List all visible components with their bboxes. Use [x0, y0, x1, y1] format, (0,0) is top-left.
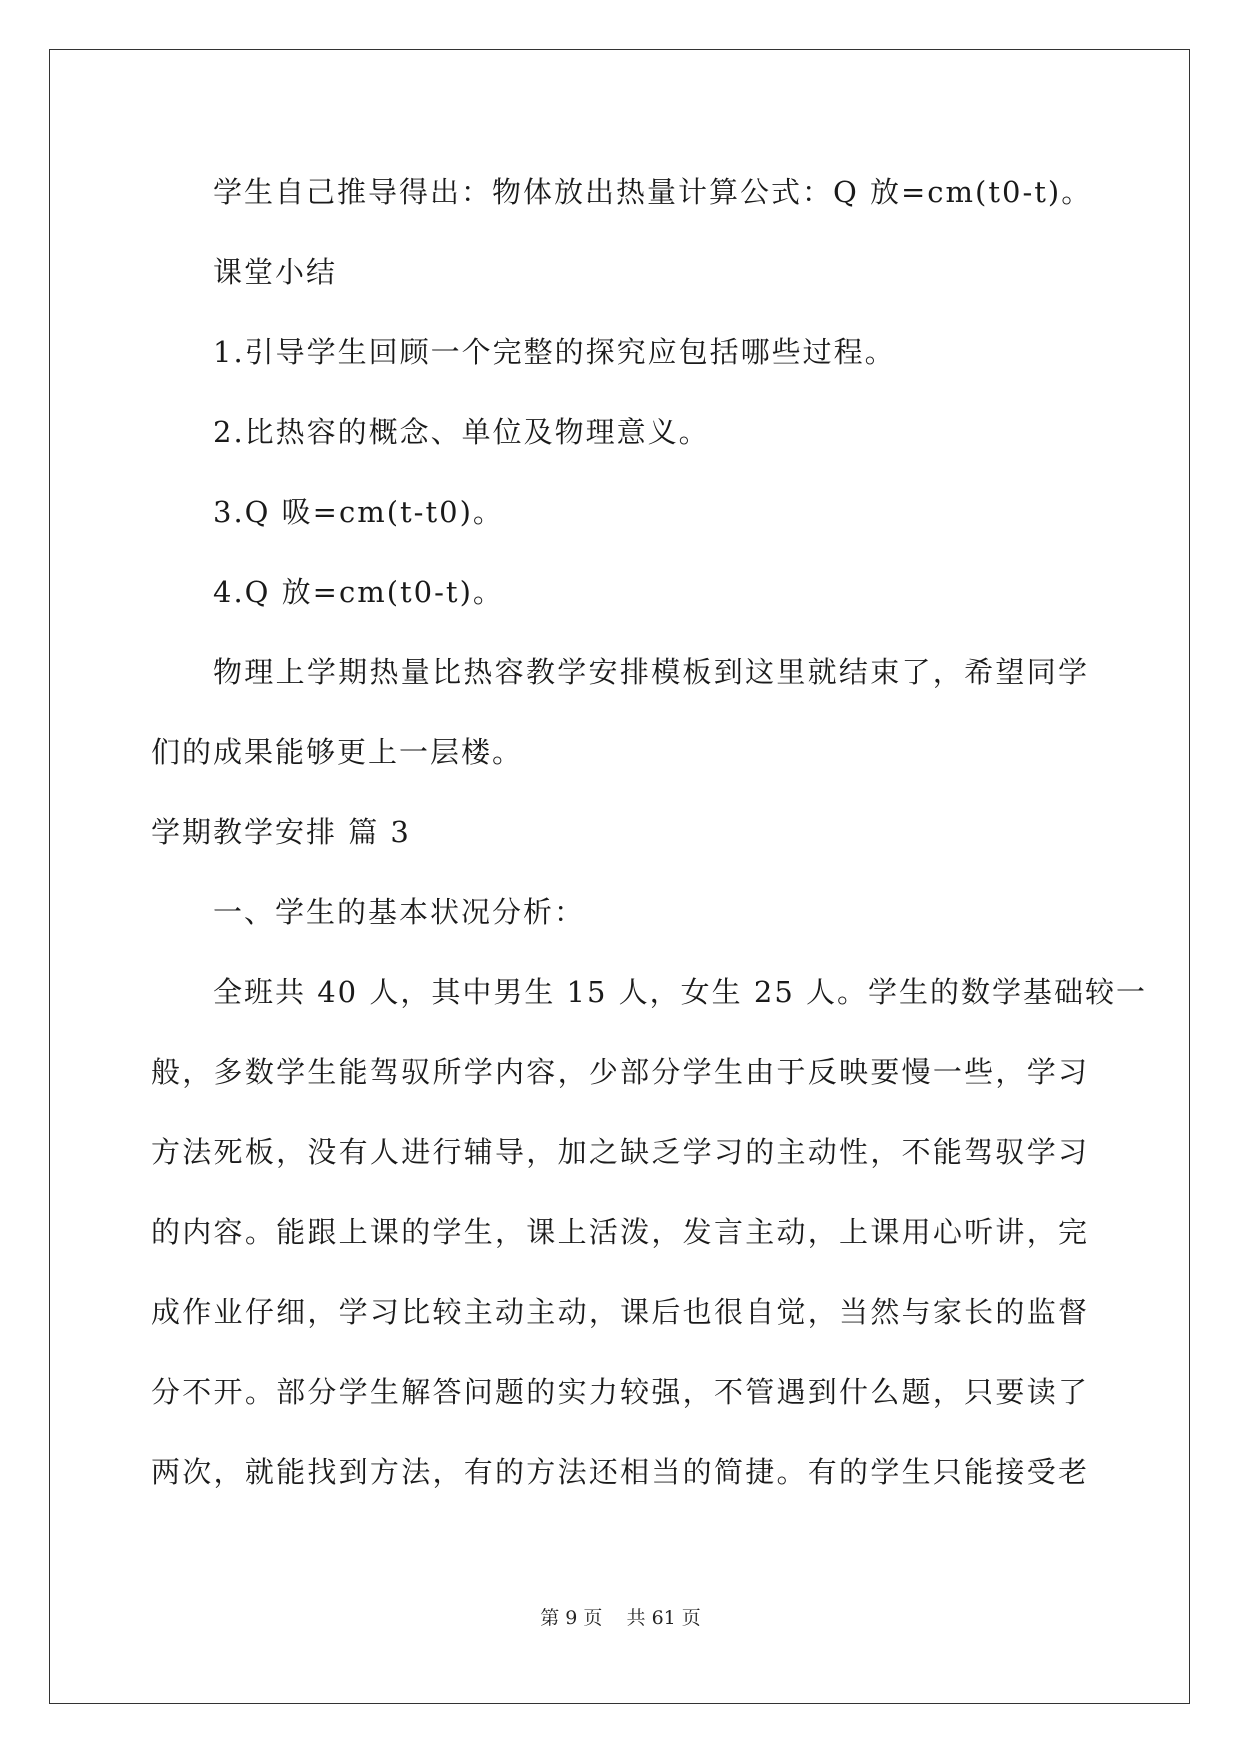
heading-class-summary: 课堂小结: [213, 255, 338, 289]
paragraph-line: 成作业仔细，学习比较主动主动，课后也很自觉，当然与家长的监督: [151, 1295, 1089, 1329]
section-heading-part-3: 学期教学安排 篇 3: [151, 815, 411, 849]
page-footer: [0, 1606, 1241, 1630]
summary-item-3: 3.Q 吸=cm(t-t0)。: [213, 495, 504, 529]
subheading-student-analysis: 一、学生的基本状况分析：: [213, 895, 586, 929]
page-number: 第 9 页: [540, 1607, 603, 1629]
paragraph-line: 分不开。部分学生解答问题的实力较强，不管遇到什么题，只要读了: [151, 1375, 1089, 1409]
summary-item-2: 2.比热容的概念、单位及物理意义。: [213, 415, 710, 449]
paragraph-line-closing-cont: 们的成果能够更上一层楼。: [151, 735, 524, 769]
paragraph-line: 方法死板，没有人进行辅导，加之缺乏学习的主动性，不能驾驭学习: [151, 1135, 1089, 1169]
paragraph-line: 两次，就能找到方法，有的方法还相当的简捷。有的学生只能接受老: [151, 1455, 1089, 1489]
paragraph-line: 般，多数学生能驾驭所学内容，少部分学生由于反映要慢一些，学习: [151, 1055, 1089, 1089]
paragraph-line: 的内容。能跟上课的学生，课上活泼，发言主动，上课用心听讲，完: [151, 1215, 1089, 1249]
paragraph-line-closing: 物理上学期热量比热容教学安排模板到这里就结束了，希望同学: [213, 655, 1089, 689]
summary-item-1: 1.引导学生回顾一个完整的探究应包括哪些过程。: [213, 335, 896, 369]
page-total: 共 61 页: [626, 1607, 701, 1629]
paragraph-line-formula-release: 学生自己推导得出：物体放出热量计算公式：Q 放=cm(t0-t)。: [213, 175, 1093, 209]
paragraph-line: 全班共 40 人，其中男生 15 人，女生 25 人。学生的数学基础较一: [213, 975, 1148, 1009]
summary-item-4: 4.Q 放=cm(t0-t)。: [213, 575, 504, 609]
